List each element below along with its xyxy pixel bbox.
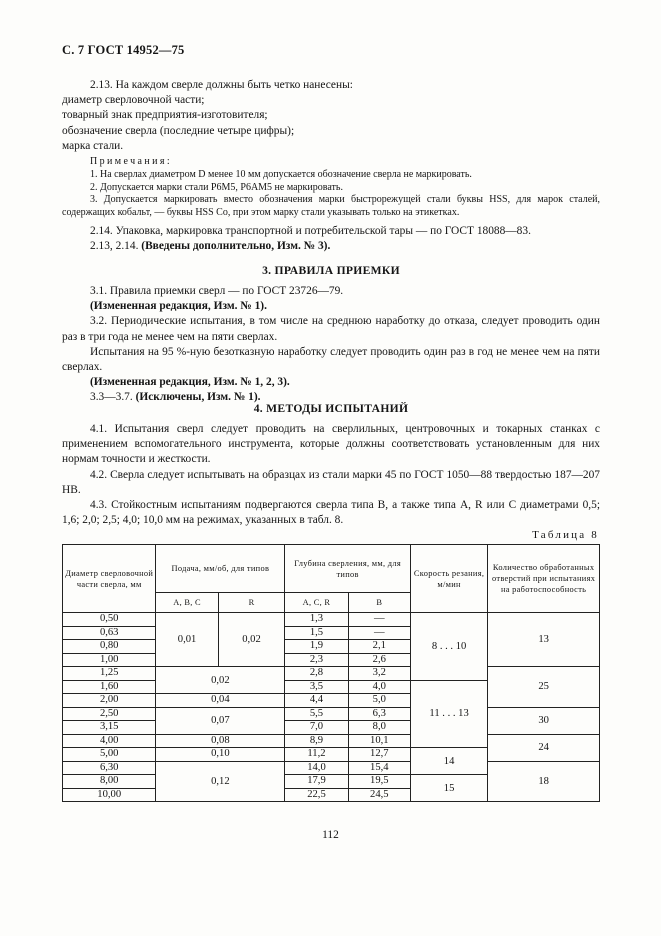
section-4-title: 4. МЕТОДЫ ИСПЫТАНИЙ xyxy=(253,402,409,415)
header-count: Количество обработанных отверстий при испытаниях на работоспособность xyxy=(488,545,600,613)
p213-intro: 2.13. На каждом сверле должны быть четко нанесены: xyxy=(90,79,353,91)
header-diameter: Диаметр сверловочной части сверла, мм xyxy=(63,545,156,613)
page-number: 112 xyxy=(322,829,339,841)
cell-feed: 0,01 xyxy=(156,613,218,667)
cell-diameter: 6,30 xyxy=(63,761,156,775)
p213-item: диаметр сверловочной части; xyxy=(62,94,205,107)
header-feed: Подача, мм/об, для типов xyxy=(156,545,285,593)
cell-depth-b: 15,4 xyxy=(348,761,410,775)
cell-depth-acr: 22,5 xyxy=(285,788,348,802)
table-row xyxy=(63,667,600,681)
cell-depth-b: 24,5 xyxy=(348,788,410,802)
notes-title: Примечания: xyxy=(90,156,173,167)
cell-depth-acr: 8,9 xyxy=(285,734,348,748)
note-1: 1. На сверлах диаметром D менее 10 мм допускается обозначение сверла не маркировать. xyxy=(90,168,472,180)
section-2-13 xyxy=(62,78,600,154)
p32: 3.2. Периодические испытания, в том числе на среднюю наработку до отказа, следует проводить один раз в три года не менее чем на пяти сверлах. xyxy=(62,315,600,343)
cell-diameter: 8,00 xyxy=(63,775,156,789)
p213-item: марка стали. xyxy=(62,139,124,152)
cell-diameter: 1,60 xyxy=(63,680,156,694)
header-speed: Скорость резания, м/мин xyxy=(410,545,487,613)
cell-speed: 11 . . . 13 xyxy=(410,680,487,748)
cell-depth-acr: 17,9 xyxy=(285,775,348,789)
cell-depth-acr: 3,5 xyxy=(285,680,348,694)
note-2: 2. Допускается марки стали Р6М5, Р6АМ5 не маркировать. xyxy=(90,181,343,193)
cell-diameter: 4,00 xyxy=(63,734,156,748)
p213-item: товарный знак предприятия-изготовителя; xyxy=(62,109,268,122)
note-3: 3. Допускается маркировать вместо обозначения марки быстрорежущей стали буквы HSS, для марок сталей, содержащих кобальт, — буквы HSS Co, при этом марку стали указывать только на этикетках. xyxy=(62,194,600,219)
cell-depth-b: 10,1 xyxy=(348,734,410,748)
running-header: С. 7 ГОСТ 14952—75 xyxy=(62,43,185,57)
table-8 xyxy=(62,544,600,802)
cell-diameter: 2,50 xyxy=(63,707,156,721)
section-3 xyxy=(62,284,600,406)
p43: 4.3. Стойкостным испытаниям подвергаются сверла типа В, а также типа А, R или С диаметрами 0,5; 1,6; 2,0; 2,5; 4,0; 10,0 мм на режимах, указанных в табл. 8. xyxy=(62,499,600,527)
cell-depth-b: — xyxy=(348,626,410,640)
cell-feed: 0,02 xyxy=(218,613,285,667)
subheader-r: R xyxy=(218,593,285,613)
cell-count: 18 xyxy=(488,761,600,802)
cell-depth-b: 19,5 xyxy=(348,775,410,789)
section-2-14 xyxy=(62,224,600,254)
cell-count: 30 xyxy=(488,707,600,734)
cell-feed: 0,10 xyxy=(156,748,285,762)
table-row xyxy=(63,707,600,721)
cell-depth-acr: 5,5 xyxy=(285,707,348,721)
cell-feed: 0,08 xyxy=(156,734,285,748)
subheader-abc: А, В, С xyxy=(156,593,218,613)
cell-depth-b: 2,1 xyxy=(348,640,410,654)
p41: 4.1. Испытания сверл следует проводить на сверлильных, центровочных и токарных станках с применением вспомогательного инструмента, которые должны соответствовать установленным для них нормам точности и жесткости. xyxy=(62,423,600,466)
notes-block xyxy=(62,156,600,220)
p33-num: 3.3—3.7. xyxy=(90,391,133,404)
cell-depth-b: 5,0 xyxy=(348,694,410,708)
cell-depth-acr: 4,4 xyxy=(285,694,348,708)
cell-depth-b: 12,7 xyxy=(348,748,410,762)
p213-214-note xyxy=(62,239,600,254)
table-row xyxy=(63,761,600,775)
cell-depth-acr: 2,3 xyxy=(285,653,348,667)
cell-depth-b: — xyxy=(348,613,410,627)
cell-speed: 8 . . . 10 xyxy=(410,613,487,681)
p213-214-num: 2.13, 2.14. xyxy=(90,240,139,253)
cell-speed: 15 xyxy=(410,775,487,802)
cell-diameter: 0,63 xyxy=(63,626,156,640)
subheader-acr: А, С, R xyxy=(285,593,348,613)
cell-diameter: 0,80 xyxy=(63,640,156,654)
p31: 3.1. Правила приемки сверл — по ГОСТ 23726—79. xyxy=(90,285,344,297)
header-depth: Глубина сверления, мм, для типов xyxy=(285,545,411,593)
section-4 xyxy=(62,422,600,528)
cell-depth-acr: 11,2 xyxy=(285,748,348,762)
p213-214-bold: (Введены дополнительно, Изм. № 3). xyxy=(141,240,331,253)
cell-feed: 0,02 xyxy=(156,667,285,694)
table-row xyxy=(63,734,600,748)
p31-edit: (Измененная редакция, Изм. № 1). xyxy=(90,300,267,313)
table-caption: Таблица 8 xyxy=(532,529,599,541)
cell-diameter: 2,00 xyxy=(63,694,156,708)
cell-count: 13 xyxy=(488,613,600,667)
cell-depth-b: 6,3 xyxy=(348,707,410,721)
cell-depth-acr: 1,3 xyxy=(285,613,348,627)
cell-diameter: 3,15 xyxy=(63,721,156,735)
cell-depth-acr: 1,5 xyxy=(285,626,348,640)
table-row xyxy=(63,613,600,627)
cell-depth-acr: 7,0 xyxy=(285,721,348,735)
cell-depth-b: 3,2 xyxy=(348,667,410,681)
cell-diameter: 10,00 xyxy=(63,788,156,802)
p214: 2.14. Упаковка, маркировка транспортной и потребительской тары — по ГОСТ 18088—83. xyxy=(90,225,531,237)
table-header-row xyxy=(63,545,600,593)
cell-feed: 0,07 xyxy=(156,707,285,734)
cell-diameter: 1,00 xyxy=(63,653,156,667)
cell-speed: 14 xyxy=(410,748,487,775)
cell-depth-acr: 2,8 xyxy=(285,667,348,681)
cell-depth-acr: 1,9 xyxy=(285,640,348,654)
cell-diameter: 1,25 xyxy=(63,667,156,681)
p33-bold: (Исключены, Изм. № 1). xyxy=(135,391,261,404)
cell-diameter: 0,50 xyxy=(63,613,156,627)
p32b: Испытания на 95 %-ную безотказную наработку следует проводить один раз в год не менее чем на пяти сверлах. xyxy=(62,345,600,374)
section-3-title: 3. ПРАВИЛА ПРИЕМКИ xyxy=(262,264,400,277)
cell-diameter: 5,00 xyxy=(63,748,156,762)
cell-depth-b: 2,6 xyxy=(348,653,410,667)
p213-item: обозначение сверла (последние четыре цифры); xyxy=(62,124,295,137)
cell-depth-acr: 14,0 xyxy=(285,761,348,775)
cell-feed: 0,12 xyxy=(156,761,285,802)
cell-count: 25 xyxy=(488,667,600,708)
p42: 4.2. Сверла следует испытывать на образцах из стали марки 45 по ГОСТ 1050—88 твердостью 187—207 НВ. xyxy=(62,468,600,496)
cell-depth-b: 4,0 xyxy=(348,680,410,694)
p32-edit: (Измененная редакция, Изм. № 1, 2, 3). xyxy=(90,376,290,389)
cell-depth-b: 8,0 xyxy=(348,721,410,735)
cell-count: 24 xyxy=(488,734,600,761)
subheader-b: В xyxy=(348,593,410,613)
cell-feed: 0,04 xyxy=(156,694,285,708)
